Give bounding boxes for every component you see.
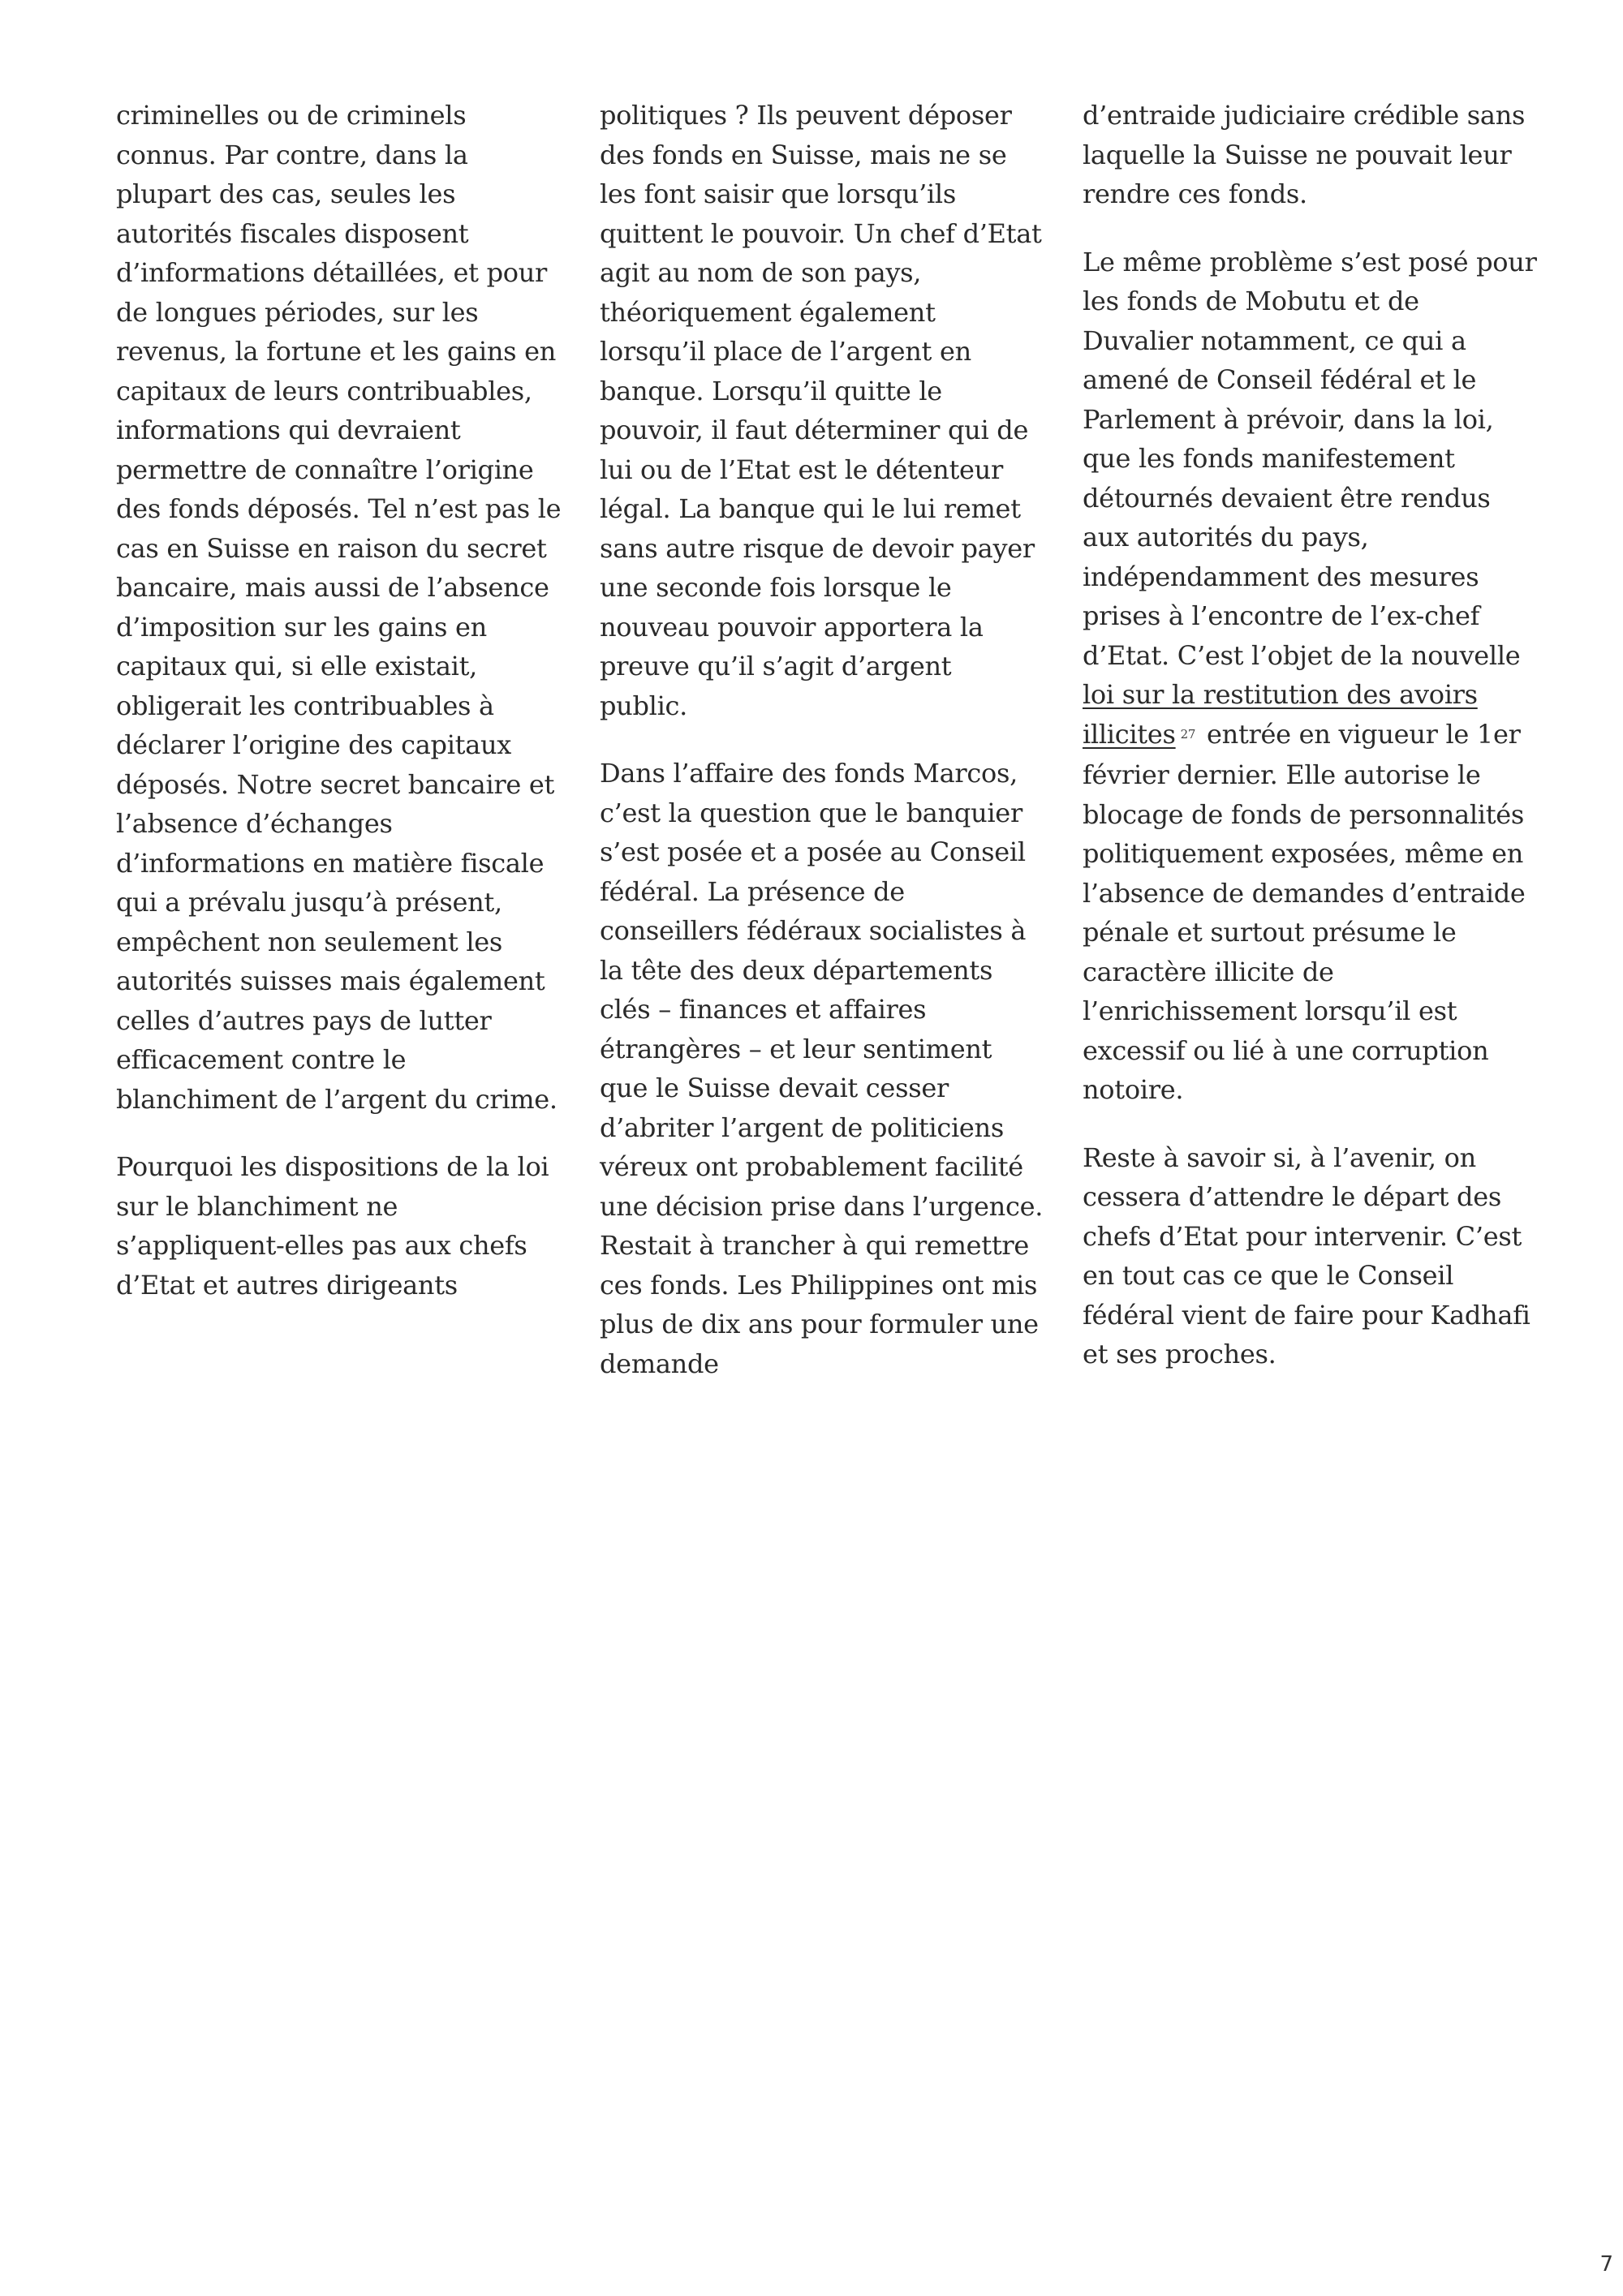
paragraph [1083, 243, 1537, 1110]
paragraph-text: Le même problème s’est posé pour les fonds de Mobutu et de Duvalier notamment, ce qui a amené de Conseil fédéral et le Parlement à prévoir, dans la loi, que les fonds manifestement détournés devaient être rendus aux autorités du pays, indépendamment des mesures prises à l’encontre de l’ex-chef d’Etat. C’est l’objet de la nouvelle [1083, 246, 1537, 671]
text-column-2 [600, 96, 1046, 1412]
paragraph: politiques ? Ils peuvent déposer des fonds en Suisse, mais ne se les font saisir que lorsqu’ils quittent le pouvoir. Un chef d’Etat agit au nom de son pays, théoriquement également lorsqu’il place de l’argent en banque. Lorsqu’il quitte le pouvoir, il faut déterminer qui de lui ou de l’Etat est le détenteur légal. La banque qui le lui remet sans autre risque de devoir payer une seconde fois lorsque le nouveau pouvoir apportera la preuve qu’il s’agit d’argent public. [600, 100, 1042, 721]
paragraph: criminelles ou de criminels connus. Par contre, dans la plupart des cas, seules les autorités fiscales disposent d’informations détaillées, et pour de longues périodes, sur les revenus, la fortune et les gains en capitaux de leurs contribuables, informations qui devraient permettre de connaître l’origine des fonds déposés. Tel n’est pas le cas en Suisse en raison du secret bancaire, mais aussi de l’absence d’imposition sur les gains en capitaux qui, si elle existait, obligerait les contribuables à déclarer l’origine des capitaux déposés. Notre secret bancaire et l’absence d’échanges d’informations en matière fiscale qui a prévalu jusqu’à présent, empêchent non seulement les autorités suisses mais également celles d’autres pays de lutter efficacement contre le blanchiment de l’argent du crime. [116, 100, 562, 1115]
text-column-3 [1083, 96, 1537, 1403]
paragraph: Pourquoi les dispositions de la loi sur le blanchiment ne s’appliquent-elles pas aux chefs d’Etat et autres dirigeants [116, 1151, 549, 1301]
page-number: 7 [1599, 2252, 1613, 2277]
paragraph: d’entraide judiciaire crédible sans laquelle la Suisse ne pouvait leur rendre ces fonds. [1083, 100, 1526, 209]
paragraph-text: entrée en vigueur le 1er février dernier. Elle autorise le blocage de fonds de personnalités politiquement exposées, même en l’absence de demandes d’entraide pénale et surtout présume le caractère illicite de l’enrichissement lorsqu’il est excessif ou lié à une corruption notoire. [1083, 718, 1526, 1106]
law-link[interactable]: loi sur la restitution des avoirs illicites [1083, 679, 1478, 750]
paragraph: Reste à savoir si, à l’avenir, on cessera d’attendre le départ des chefs d’Etat pour intervenir. C’est en tout cas ce que le Conseil fédéral vient de faire pour Kadhafi et ses proches. [1083, 1142, 1530, 1370]
footnote-reference[interactable]: 27 [1180, 726, 1196, 742]
text-column-1 [116, 96, 562, 1333]
paragraph: Dans l’affaire des fonds Marcos, c’est la question que le banquier s’est posée et a posée au Conseil fédéral. La présence de conseillers fédéraux socialistes à la tête des deux départements clés – finances et affaires étrangères – et leur sentiment que le Suisse devait cesser d’abriter l’argent de politiciens véreux ont probablement facilité une décision prise dans l’urgence. Restait à trancher à qui remettre ces fonds. Les Philippines ont mis plus de dix ans pour formuler une demande [600, 758, 1044, 1379]
